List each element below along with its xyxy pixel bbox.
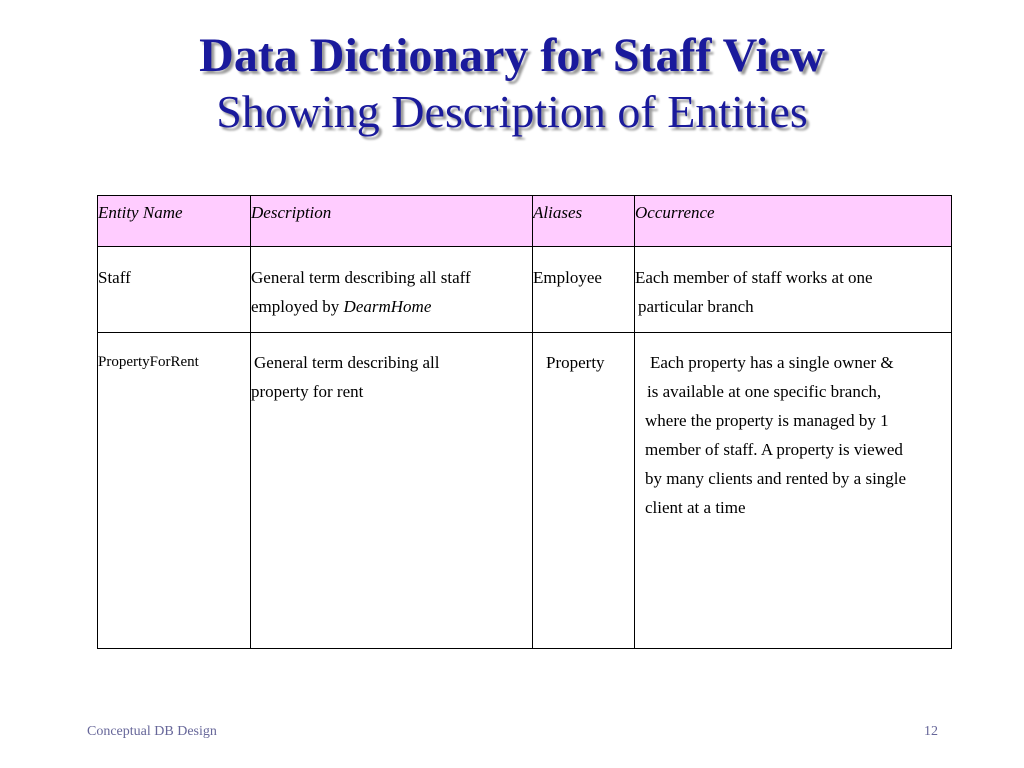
description-cell: [251, 333, 533, 649]
description-text: employed by: [251, 297, 344, 316]
occurrence-line: Each member of staff works at one: [635, 268, 873, 287]
occurrence-line: where the property is managed by 1: [645, 411, 889, 430]
entity-name-cell: PropertyForRent: [98, 333, 251, 649]
column-header-occurrence: Occurrence: [635, 196, 952, 247]
description-line: General term describing all: [254, 353, 440, 372]
table-row: [98, 247, 952, 333]
description-line: property for rent: [251, 382, 364, 401]
page-title: Data Dictionary for Staff View: [199, 29, 825, 82]
occurrence-line: client at a time: [645, 498, 746, 517]
entity-name-cell: Staff: [98, 247, 251, 333]
alias-cell: Property: [533, 333, 635, 649]
column-header-entity-name: Entity Name: [98, 196, 251, 247]
column-header-aliases: Aliases: [533, 196, 635, 247]
occurrence-cell: [635, 333, 952, 649]
table-row: [98, 333, 952, 649]
table-header-row: [98, 196, 952, 247]
column-header-description: Description: [251, 196, 533, 247]
company-name: DearmHome: [343, 297, 432, 316]
description-line: [251, 292, 532, 321]
description-cell: [251, 247, 533, 333]
footer-course-title: Conceptual DB Design: [87, 724, 217, 739]
slide-number: 12: [924, 724, 938, 739]
occurrence-line: Each property has a single owner &: [650, 353, 894, 372]
slide-title: [0, 28, 1024, 140]
page-subtitle: Showing Description of Entities: [216, 86, 808, 137]
occurrence-line: member of staff. A property is viewed: [645, 440, 903, 459]
occurrence-cell: [635, 247, 952, 333]
description-line: General term describing all staff: [251, 268, 471, 287]
occurrence-line: is available at one specific branch,: [647, 382, 882, 401]
data-dictionary-table: [97, 195, 952, 649]
occurrence-line: particular branch: [638, 297, 754, 316]
occurrence-line: by many clients and rented by a single: [645, 469, 907, 488]
alias-cell: Employee: [533, 247, 635, 333]
